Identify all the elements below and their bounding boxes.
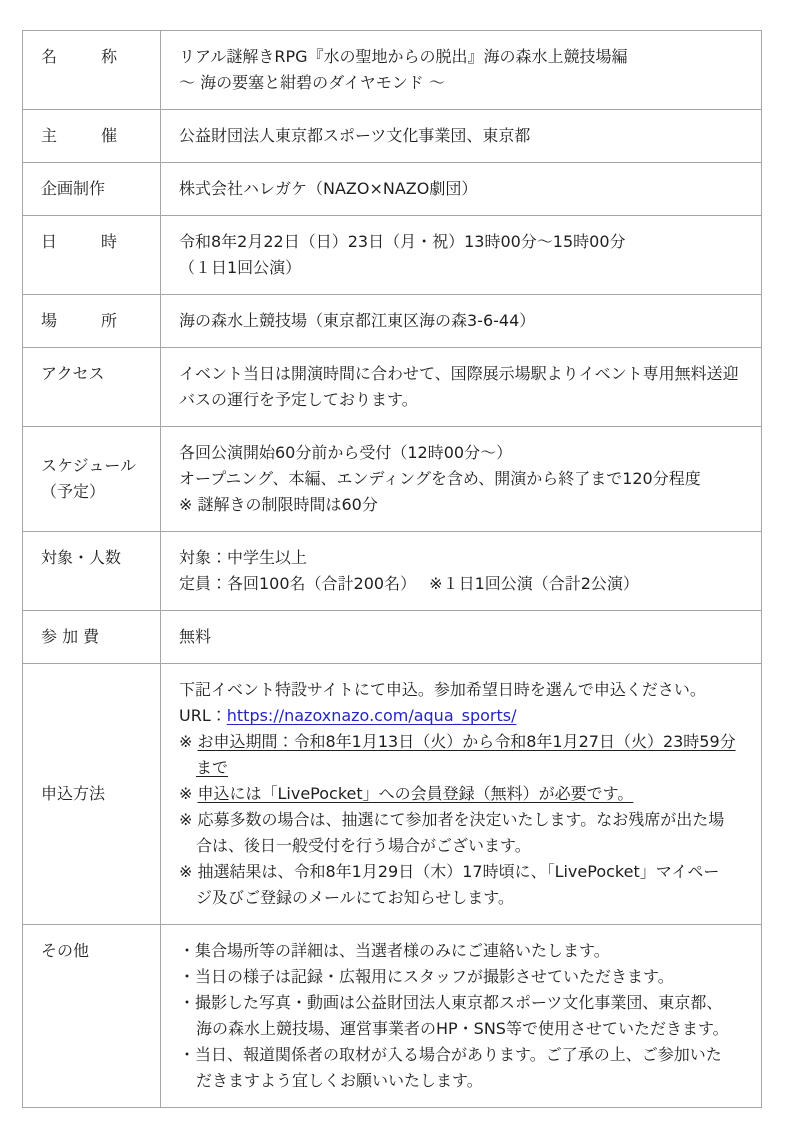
content-line xyxy=(179,1016,755,1042)
content-line xyxy=(179,361,755,387)
table-row xyxy=(23,532,762,611)
content-line xyxy=(179,833,755,859)
row-content xyxy=(161,664,762,925)
content-line xyxy=(179,466,755,492)
content-line xyxy=(179,755,755,781)
text-segment: 公益財団法人東京都スポーツ文化事業団、東京都 xyxy=(179,126,531,145)
text-segment: 対象：中学生以上 xyxy=(179,548,308,567)
text-segment: 株式会社ハレガケ（NAZO×NAZO劇団） xyxy=(179,179,478,198)
content-line xyxy=(179,624,755,650)
text-segment: 定員：各回100名（合計200名） ※１日1回公演（合計2公演） xyxy=(179,574,639,593)
row-label xyxy=(23,427,161,532)
row-label xyxy=(23,532,161,611)
table-row xyxy=(23,295,762,348)
text-segment: お申込期間：令和8年1月13日（火）から令和8年1月27日（火）23時59分 xyxy=(197,732,736,751)
table-row xyxy=(23,427,762,532)
text-segment: バスの運行を予定しております。 xyxy=(179,390,418,409)
content-line xyxy=(179,1042,755,1068)
content-line xyxy=(179,677,755,703)
text-segment: 合は、後日一般受付を行う場合がございます。 xyxy=(196,836,531,855)
event-info-table-body xyxy=(23,31,762,1108)
table-row xyxy=(23,664,762,925)
row-content xyxy=(161,427,762,532)
row-content xyxy=(161,110,762,163)
row-label xyxy=(23,216,161,295)
row-content xyxy=(161,31,762,110)
text-segment: 申込には「LivePocket」への会員登録（無料）が必要です。 xyxy=(197,784,634,803)
text-segment: ・撮影した写真・動画は公益財団法人東京都スポーツ文化事業団、東京都、 xyxy=(179,993,723,1012)
row-label-line: その他 xyxy=(41,941,90,960)
content-line xyxy=(179,807,755,833)
row-content xyxy=(161,611,762,664)
row-label-line: 名称 xyxy=(41,47,117,66)
row-label xyxy=(23,925,161,1108)
content-line xyxy=(179,1068,755,1094)
table-row xyxy=(23,348,762,427)
text-segment: 下記イベント特設サイトにて申込。参加希望日時を選んで申込ください。 xyxy=(179,680,706,699)
content-line xyxy=(179,990,755,1016)
row-content xyxy=(161,925,762,1108)
text-segment: 各回公演開始60分前から受付（12時00分～） xyxy=(179,443,513,462)
row-content xyxy=(161,348,762,427)
text-segment: まで xyxy=(196,758,229,777)
text-segment: だきますよう宜しくお願いいたします。 xyxy=(196,1071,483,1090)
text-segment: 令和8年2月22日（日）23日（月・祝）13時00分～15時00分 xyxy=(179,232,626,251)
content-line xyxy=(179,885,755,911)
content-line xyxy=(179,123,755,149)
row-label-line: アクセス xyxy=(41,364,105,383)
row-label xyxy=(23,163,161,216)
row-content xyxy=(161,163,762,216)
content-line xyxy=(179,859,755,885)
row-label-line: 日時 xyxy=(41,232,117,251)
row-label-line: 参 加 費 xyxy=(41,627,100,646)
text-segment: ジ及びご登録のメールにてお知らせします。 xyxy=(196,888,514,907)
content-line xyxy=(179,44,755,70)
row-label xyxy=(23,31,161,110)
text-segment: ※ xyxy=(179,732,198,751)
content-line xyxy=(179,781,755,807)
text-segment: （１日1回公演） xyxy=(179,258,302,277)
row-content xyxy=(161,295,762,348)
text-segment: ・当日の様子は記録・広報用にスタッフが撮影させていただきます。 xyxy=(179,967,674,986)
content-line xyxy=(179,703,755,729)
text-segment: ※ 謎解きの制限時間は60分 xyxy=(179,495,378,514)
content-line xyxy=(179,545,755,571)
text-segment: ※ xyxy=(179,784,198,803)
content-line xyxy=(179,176,755,202)
content-line xyxy=(179,308,755,334)
content-line xyxy=(179,729,755,755)
text-segment: ※ 応募多数の場合は、抽選にて参加者を決定いたします。なお残席が出た場 xyxy=(179,810,725,829)
row-content xyxy=(161,532,762,611)
row-label xyxy=(23,348,161,427)
table-row xyxy=(23,925,762,1108)
text-segment: URL： xyxy=(179,706,227,725)
content-line xyxy=(179,255,755,281)
content-line xyxy=(179,229,755,255)
content-line xyxy=(179,571,755,597)
table-row xyxy=(23,611,762,664)
text-segment: イベント当日は開演時間に合わせて、国際展示場駅よりイベント専用無料送迎 xyxy=(179,364,739,383)
table-row xyxy=(23,31,762,110)
row-label-line: スケジュール xyxy=(41,456,137,475)
row-label-line: 企画制作 xyxy=(41,179,106,198)
row-label-line: 対象・人数 xyxy=(41,548,122,567)
row-label xyxy=(23,110,161,163)
row-content xyxy=(161,216,762,295)
row-label-line: 場所 xyxy=(41,311,117,330)
event-site-link[interactable]: https://nazoxnazo.com/aqua_sports/ xyxy=(226,706,517,725)
text-segment: リアル謎解きRPG『水の聖地からの脱出』海の森水上競技場編 xyxy=(179,47,628,66)
table-row xyxy=(23,216,762,295)
text-segment: ・当日、報道関係者の取材が入る場合があります。ご了承の上、ご参加いた xyxy=(179,1045,722,1064)
content-line xyxy=(179,964,755,990)
text-segment: ・集合場所等の詳細は、当選者様のみにご連絡いたします。 xyxy=(179,941,610,960)
text-segment: 海の森水上競技場（東京都江東区海の森3-6-44） xyxy=(179,311,536,330)
row-label xyxy=(23,295,161,348)
text-segment: ～ 海の要塞と紺碧のダイヤモンド ～ xyxy=(179,73,445,92)
table-row xyxy=(23,163,762,216)
content-line xyxy=(179,440,755,466)
row-label-line: 主催 xyxy=(41,126,117,145)
text-segment: ※ 抽選結果は、令和8年1月29日（木）17時頃に、「LivePocket」マイペー xyxy=(179,862,720,881)
content-line xyxy=(179,938,755,964)
row-label-line: 申込方法 xyxy=(41,784,106,803)
row-label xyxy=(23,664,161,925)
content-line xyxy=(179,387,755,413)
content-line xyxy=(179,492,755,518)
content-line xyxy=(179,70,755,96)
row-label xyxy=(23,611,161,664)
table-row xyxy=(23,110,762,163)
row-label-line: （予定） xyxy=(41,482,106,501)
text-segment: 無料 xyxy=(179,627,212,646)
text-segment: 海の森水上競技場、運営事業者のHP・SNS等で使用させていただきます。 xyxy=(196,1019,729,1038)
event-info-table xyxy=(22,30,762,1108)
text-segment: オープニング、本編、エンディングを含め、開演から終了まで120分程度 xyxy=(179,469,701,488)
